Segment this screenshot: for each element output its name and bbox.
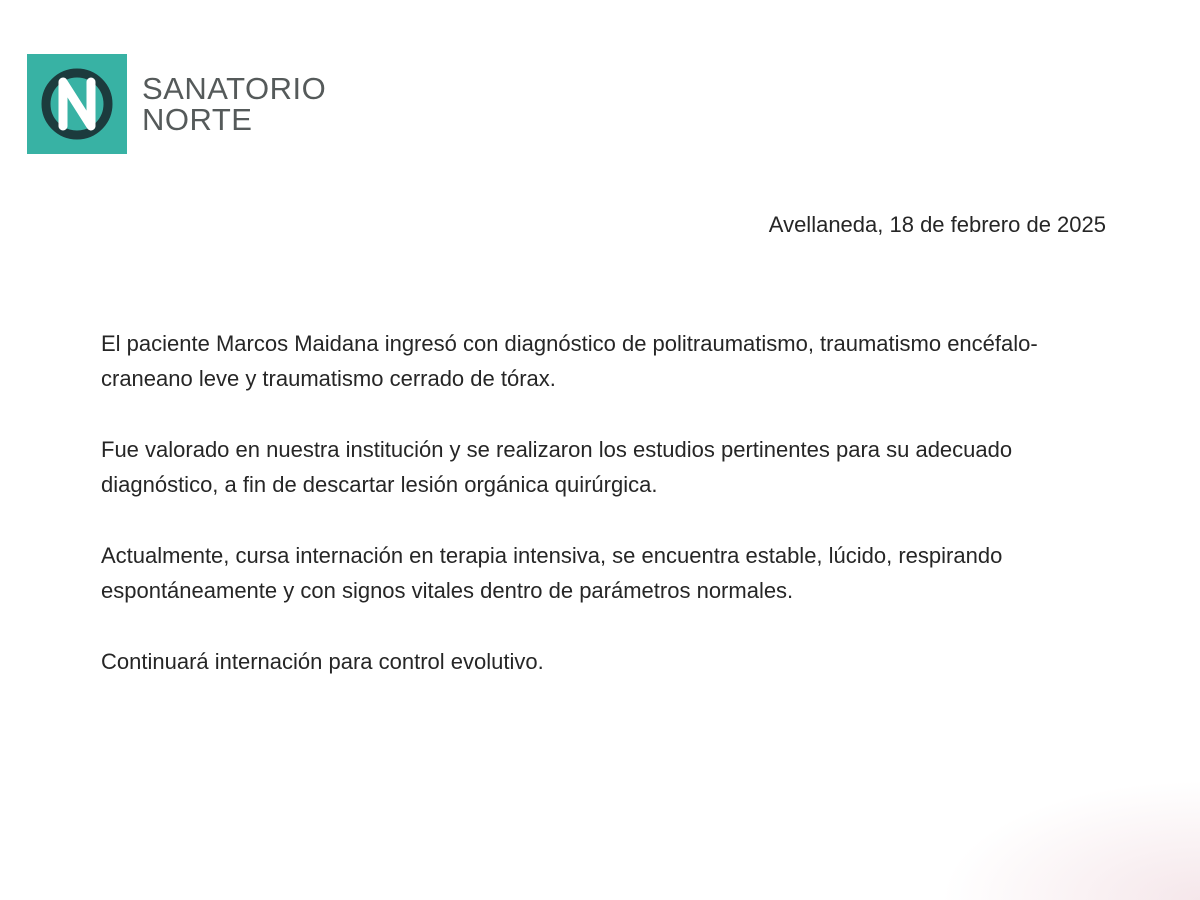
sanatorio-norte-logo (27, 54, 127, 154)
letter-body (101, 326, 1101, 715)
brand-name (142, 73, 326, 135)
brand-line-1: SANATORIO (142, 71, 327, 106)
brand-line-2: NORTE (142, 102, 253, 137)
paragraph-3: Actualmente, cursa internación en terapia intensiva, se encuentra estable, lúcido, respirando espontáneamente y con signos vitales dentro de parámetros normales. (101, 543, 1003, 603)
paragraph-2: Fue valorado en nuestra institución y se realizaron los estudios pertinentes para su adecuado diagnóstico, a fin de descartar lesión orgánica quirúrgica. (101, 437, 1013, 497)
n-monogram-icon (27, 54, 127, 154)
letter-date: Avellaneda, 18 de febrero de 2025 (768, 212, 1106, 237)
paragraph-1: El paciente Marcos Maidana ingresó con diagnóstico de politraumatismo, traumatismo encéfalo-craneano leve y traumatismo cerrado de tórax. (101, 331, 1038, 391)
paragraph-4: Continuará internación para control evolutivo. (101, 649, 544, 674)
corner-fade (940, 780, 1200, 900)
letterhead (27, 54, 326, 154)
